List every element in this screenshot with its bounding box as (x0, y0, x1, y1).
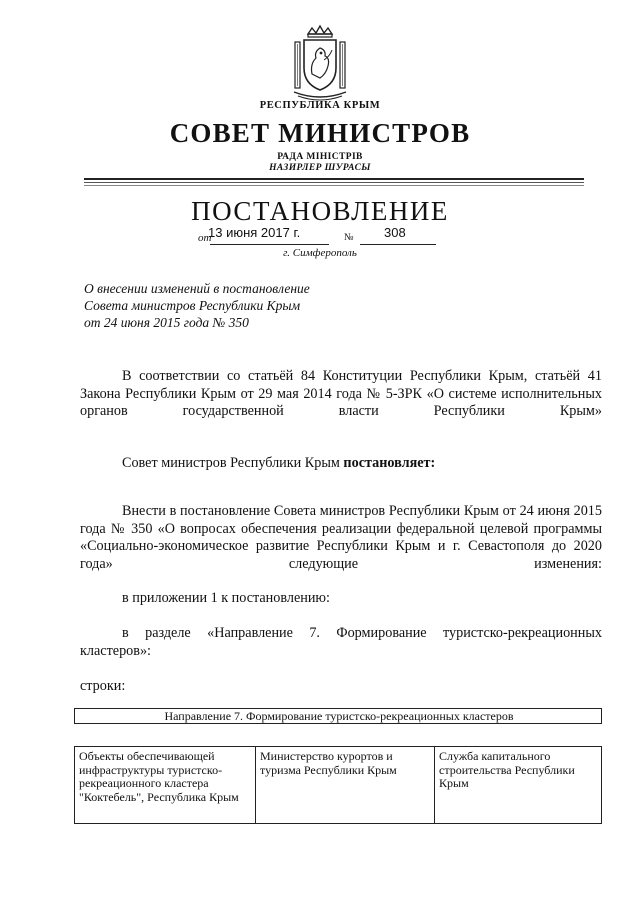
table-cell-object: Объекты обеспечивающей инфраструктуры туристско-рекреационного кластера "Коктебель", Республика Крым (75, 747, 256, 824)
date-prefix-label: от (198, 232, 212, 244)
number-underline (360, 244, 436, 245)
table-cell-ministry: Министерство курортов и туризма Республики Крым (256, 747, 435, 824)
objects-table (74, 746, 602, 824)
section-text: в разделе «Направление 7. Формирование туристско-рекреационных кластеров»: (80, 625, 602, 659)
legal-basis-text: В соответствии со статьёй 84 Конституции Республики Крым, статьёй 41 Закона Республики Крым от 29 мая 2014 года № 5-ЗРК «О системе исполнительных органов государственной власти Республики Крым» (80, 368, 602, 419)
table-row (75, 747, 602, 824)
subject-line: Совета министров Республики Крым (84, 298, 301, 313)
paragraph-section (80, 625, 602, 660)
header-divider (84, 178, 584, 180)
subject-line: О внесении изменений в постановление (84, 281, 310, 296)
table-cell-service: Служба капитального строительства Республики Крым (435, 747, 602, 824)
crimea-coat-of-arms-icon (288, 24, 352, 104)
paragraph-appendix (80, 590, 602, 608)
header-divider (84, 185, 584, 186)
header-divider (84, 182, 584, 183)
decree-title: ПОСТАНОВЛЕНИЕ (191, 196, 449, 226)
council-decides-prefix: Совет министров Республики Крым (122, 455, 344, 471)
number-label: № (344, 232, 354, 243)
decree-number: 308 (384, 225, 406, 240)
decree-date-number-row (198, 225, 458, 247)
direction-row-box (74, 708, 602, 724)
council-name-ukrainian: РАДА МІНІСТРІВ (277, 152, 363, 162)
paragraph-legal-basis (80, 368, 602, 421)
amendment-text: Внести в постановление Совета министров Республики Крым от 24 июня 2015 года № 350 «О вопросах обеспечения реализации федеральной целевой программы «Социально-экономическое развитие Республики Крым и г. Севастополя до 2020 года» следующие изменения: (80, 503, 602, 572)
council-name-crimean-tatar: НАЗИРЛЕР ШУРАСЫ (269, 163, 371, 173)
paragraph-rows-label: строки: (80, 678, 126, 694)
decree-date: 13 июня 2017 г. (208, 225, 301, 240)
republic-name: РЕСПУБЛИКА КРЫМ (259, 100, 381, 111)
paragraph-council-decides (80, 455, 602, 473)
city-name: г. Симферополь (283, 247, 357, 259)
council-name: СОВЕТ МИНИСТРОВ (169, 118, 471, 148)
appendix-text: в приложении 1 к постановлению: (122, 590, 330, 606)
council-decides-verb: постановляет: (343, 455, 436, 471)
decree-subject (84, 280, 310, 331)
paragraph-amendment (80, 503, 602, 573)
date-underline (210, 244, 329, 245)
direction-row-text: Направление 7. Формирование туристско-рекреационных кластеров (164, 709, 514, 723)
subject-line: от 24 июня 2015 года № 350 (84, 315, 249, 330)
